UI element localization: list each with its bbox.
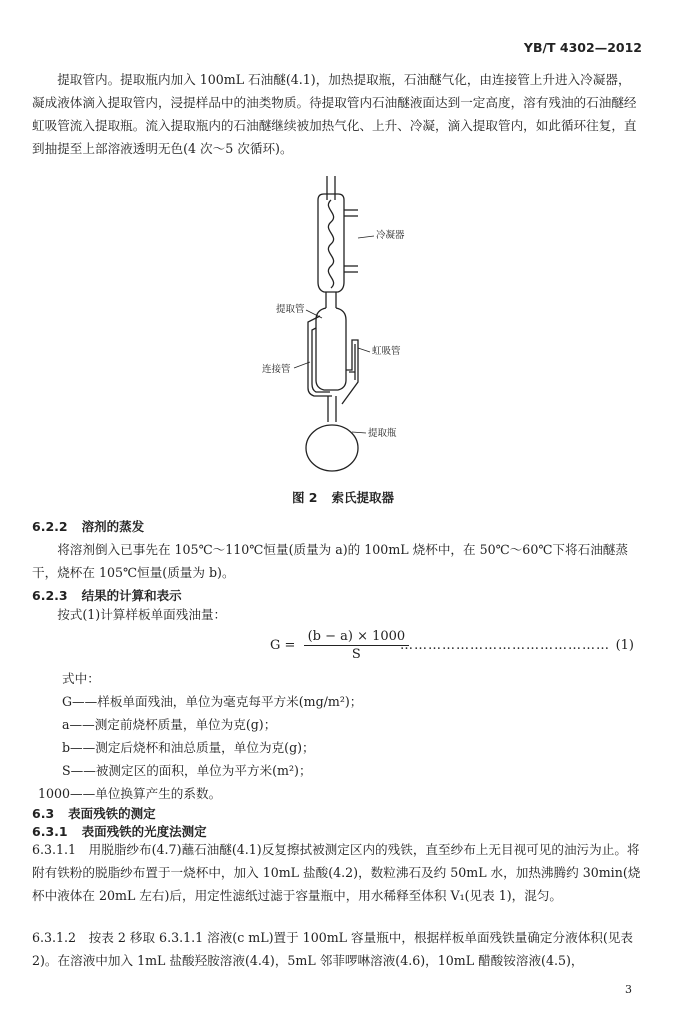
intro-paragraph: 提取管内。提取瓶内加入 100mL 石油醚(4.1)，加热提取瓶，石油醚气化，由连接管上升进入冷凝器，凝成液体滴入提取管内，浸提样品中的油类物质。待提取管内石油醚液面达到一定高度，溶有残油的石油醚经虹吸管流入提取瓶。流入提取瓶内的石油醚继续被加热气化、上升、冷凝，滴入提取管内，如此循环往复，直到抽提至上部溶液透明无色(4 次～5 次循环)。	[32, 72, 637, 156]
figure-title: 索氏提取器	[331, 490, 395, 505]
where-item: 1000——单位换算产生的系数。	[38, 786, 222, 801]
formula-numerator: (b − a) × 1000	[304, 628, 410, 646]
formula-lhs: G =	[270, 638, 296, 653]
section-title: 表面残铁的光度法测定	[81, 824, 207, 839]
paragraph-6-2-2: 将溶剂倒入已事先在 105℃～110℃恒量(质量为 a)的 100mL 烧杯中，在 50℃～60℃下将石油醚蒸干，烧杯在 105℃恒量(质量为 b)。	[32, 542, 628, 580]
label-extract-tube: 提取管	[276, 304, 305, 315]
paragraph-6-3-1-1: 6.3.1.1 用脱脂纱布(4.7)蘸石油醚(4.1)反复擦拭被测定区内的残铁，直至纱布上无目视可见的油污为止。将附有铁粉的脱脂纱布置于一烧杯中，加入 10mL 盐酸(4.2)，数粒沸石及约 50mL 水，加热沸腾约 30min(烧杯中液体在 20mL 左右)后，用定性滤纸过滤于容量瓶中，用水稀释至体积 V₁(见表 1)，混匀。	[32, 842, 641, 903]
formula-denominator: S	[351, 647, 361, 662]
equation-number: (1)	[615, 638, 634, 653]
section-number: 6.2.3	[32, 588, 68, 603]
label-siphon-tube: 虹吸管	[372, 346, 401, 357]
where-item: a——测定前烧杯质量，单位为克(g)；	[62, 717, 277, 732]
formula-leader-dots: ………………………………………	[400, 638, 610, 653]
where-intro: 式中：	[62, 671, 100, 686]
heading-6-2-3	[32, 586, 182, 604]
section-number: 6.3	[32, 806, 55, 821]
where-item: G——样板单面残油，单位为毫克每平方米(mg/m²)；	[62, 694, 363, 709]
section-title: 表面残铁的测定	[68, 806, 156, 821]
section-title: 结果的计算和表示	[81, 588, 182, 603]
section-title: 溶剂的蒸发	[81, 519, 145, 534]
heading-6-2-2	[32, 517, 144, 535]
label-connecting-tube: 连接管	[262, 364, 291, 375]
figure-number: 图 2	[291, 490, 318, 505]
figure-caption	[0, 488, 686, 506]
section-number: 6.3.1	[32, 824, 68, 839]
label-extraction-flask: 提取瓶	[368, 428, 397, 439]
where-item: b——测定后烧杯和油总质量，单位为克(g)；	[62, 740, 315, 755]
paragraph-6-3-1-2: 6.3.1.2 按表 2 移取 6.3.1.1 溶液(c mL)置于 100mL 容量瓶中，根据样板单面残铁量确定分液体积(见表 2)。在溶液中加入 1mL 盐酸羟胺溶液(4.4)，5mL 邻菲啰啉溶液(4.6)，10mL 醋酸铵溶液(4.5)，	[32, 930, 634, 968]
formula-1	[270, 628, 409, 663]
paragraph-6-2-3: 按式(1)计算样板单面残油量：	[57, 607, 227, 622]
standard-number: YB/T 4302—2012	[523, 40, 642, 55]
soxhlet-extractor-diagram	[258, 170, 428, 480]
label-condenser: 冷凝器	[376, 230, 405, 241]
formula-fraction	[304, 628, 410, 663]
heading-6-3	[32, 804, 156, 822]
section-number: 6.2.2	[32, 519, 68, 534]
page-number: 3	[625, 983, 632, 996]
where-item: S——被测定区的面积，单位为平方米(m²)；	[62, 763, 312, 778]
